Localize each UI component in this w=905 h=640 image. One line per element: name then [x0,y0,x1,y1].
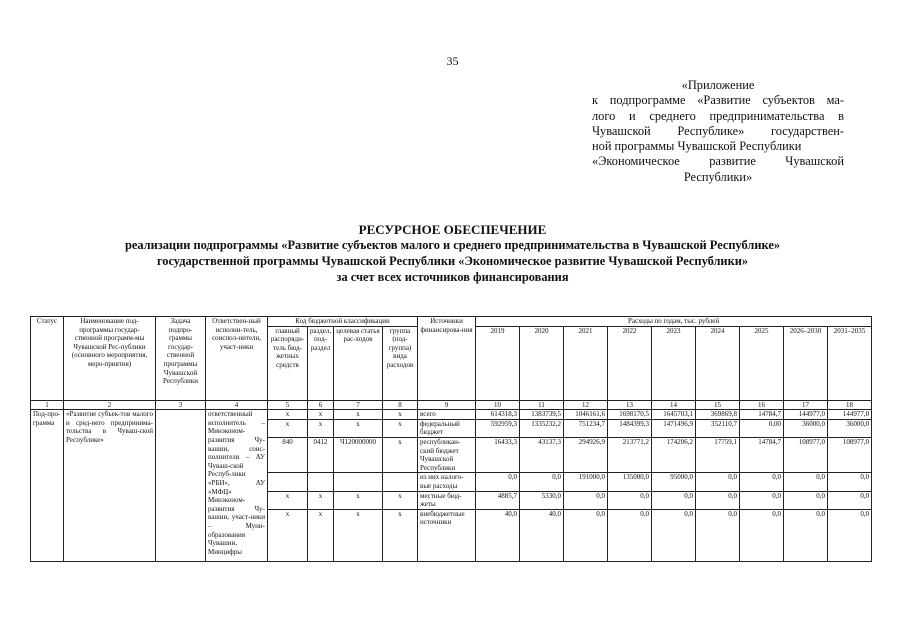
appendix-note [592,78,844,185]
value-cell: 108977,0 [784,437,828,472]
value-cell: 0,0 [828,491,872,509]
header-year: 2026–2030 [784,326,828,400]
value-cell: 5330,0 [520,491,564,509]
value-cell: 16433,3 [476,437,520,472]
appendix-line: «Приложение [681,78,755,92]
value-cell: 144977,0 [828,410,872,420]
status-cell: Под-про-грамма [31,410,64,562]
value-cell: 108977,0 [828,437,872,472]
value-cell: 0,0 [652,491,696,509]
target-item-cell: х [334,509,383,561]
table-row [31,410,872,420]
value-cell: 0,0 [696,491,740,509]
section-cell: х [308,509,334,561]
target-item-cell: х [334,410,383,420]
value-cell: 0,0 [784,491,828,509]
value-cell: 0,00 [740,419,784,437]
header-year: 2023 [652,326,696,400]
header-year: 2020 [520,326,564,400]
main-manager-cell [268,473,308,491]
value-cell: 40,0 [476,509,520,561]
value-cell: 36000,0 [828,419,872,437]
column-number: 13 [608,400,652,410]
value-cell: 0,0 [696,473,740,491]
value-cell: 1484399,3 [608,419,652,437]
value-cell: 0,0 [740,509,784,561]
value-cell: 0,0 [520,473,564,491]
value-cell: 0,0 [696,509,740,561]
column-number: 7 [334,400,383,410]
value-cell: 751234,7 [564,419,608,437]
appendix-line: «Экономическое развитие Чувашской [592,154,844,169]
column-number: 15 [696,400,740,410]
target-item-cell [334,473,383,491]
value-cell: 0,0 [476,473,520,491]
column-number: 18 [828,400,872,410]
source-cell: местные бюд-жеты [418,491,476,509]
value-cell: 0,0 [652,509,696,561]
section-cell [308,473,334,491]
header-name: Наименование под-программы государ-ственной программ-мы Чувашской Рес-публики (основного мероприятия, меро-приятия) [64,317,156,401]
target-item-cell: Ч120000000 [334,437,383,472]
source-cell: внебюджетные источники [418,509,476,561]
column-number: 6 [308,400,334,410]
group-cell: х [383,509,418,561]
column-number: 10 [476,400,520,410]
value-cell: 0,0 [564,491,608,509]
value-cell: 0,0 [608,491,652,509]
header-responsible: Ответствен-ный исполни-тель, соиспол-нители, участ-ники [206,317,268,401]
appendix-line: Чувашской Республике» государствен- [592,123,844,138]
header-year: 2021 [564,326,608,400]
group-cell: х [383,410,418,420]
resource-table [30,316,872,562]
value-cell: 0,0 [828,509,872,561]
header-year: 2019 [476,326,520,400]
document-subtitle: реализации подпрограммы «Развитие субъектов малого и среднего предпринимательства в Чувашской Республике» [124,238,781,252]
page-number: 35 [446,54,459,68]
value-cell: 1335232,2 [520,419,564,437]
value-cell: 0,0 [828,473,872,491]
value-cell: 0,0 [740,491,784,509]
target-item-cell: х [334,419,383,437]
value-cell: 0,0 [784,509,828,561]
section-cell: х [308,410,334,420]
value-cell: 144977,0 [784,410,828,420]
column-number: 1 [31,400,64,410]
header-task: Задача подпро-граммы государ-ственной программы Чувашской Республики [156,317,206,401]
value-cell: 36000,0 [784,419,828,437]
value-cell: 17759,1 [696,437,740,472]
column-number: 9 [418,400,476,410]
column-number: 8 [383,400,418,410]
column-number: 14 [652,400,696,410]
header-budget-code: Код бюджетной классификации [268,317,418,327]
value-cell: 352110,7 [696,419,740,437]
source-cell: республикан-ский бюджет Чувашской Республики [418,437,476,472]
header-year: 2025 [740,326,784,400]
target-item-cell: х [334,491,383,509]
value-cell: 369869,8 [696,410,740,420]
appendix-line: лого и среднего предпринимательства в [592,108,844,123]
group-cell: х [383,437,418,472]
responsible-cell: ответственный исполнитель – Минэконом-развития Чу-вашии, соис-полнители – АУ Чуваш-ской Респуб-лики «РБИ», АУ «МФЦ» Минэконом-развития Чу-вашии, участ-ники – Муни-образования Чувашии, Минцифры [206,410,268,562]
header-sources: Источники финансирова-ния [418,317,476,401]
document-title: РЕСУРСНОЕ ОБЕСПЕЧЕНИЕ [358,222,547,237]
main-manager-cell: х [268,410,308,420]
header-group: группа (под-группа) вида расходов [383,326,418,400]
main-manager-cell: 840 [268,437,308,472]
value-cell: 1046161,6 [564,410,608,420]
main-manager-cell: х [268,491,308,509]
value-cell: 1471496,9 [652,419,696,437]
group-cell: х [383,491,418,509]
task-cell [156,410,206,562]
header-row [31,317,872,327]
value-cell: 0,0 [740,473,784,491]
document-subtitle: государственной программы Чувашской Республики «Экономическое развитие Чувашской Республики» [156,254,749,268]
section-cell: х [308,419,334,437]
group-cell [383,473,418,491]
value-cell: 213771,2 [608,437,652,472]
value-cell: 1698170,5 [608,410,652,420]
header-year: 2031–2035 [828,326,872,400]
value-cell: 0,0 [564,509,608,561]
value-cell: 1383739,5 [520,410,564,420]
value-cell: 1645703,1 [652,410,696,420]
column-number: 17 [784,400,828,410]
header-expenses: Расходы по годам, тыс. рублей [476,317,872,327]
group-cell: х [383,419,418,437]
value-cell: 294926,9 [564,437,608,472]
source-cell: федеральный бюджет [418,419,476,437]
column-number: 12 [564,400,608,410]
header-main-manager: главный распоряди-тель бюд-жетных средств [268,326,308,400]
subprogram-name-cell: «Развитие субъек-тов малого и сред-него предпринима-тельства в Чуваш-ской Республике» [64,410,156,562]
header-status: Статус [31,317,64,401]
header-year: 2024 [696,326,740,400]
column-number: 16 [740,400,784,410]
value-cell: 135000,0 [608,473,652,491]
source-cell: всего [418,410,476,420]
value-cell: 40,0 [520,509,564,561]
value-cell: 0,0 [784,473,828,491]
value-cell: 95000,0 [652,473,696,491]
appendix-line: к подпрограмме «Развитие субъектов ма- [592,93,844,108]
value-cell: 592959,3 [476,419,520,437]
value-cell: 4885,7 [476,491,520,509]
header-year: 2022 [608,326,652,400]
value-cell: 614318,3 [476,410,520,420]
column-number: 5 [268,400,308,410]
section-cell: х [308,491,334,509]
column-number-row [31,400,872,410]
value-cell: 14784,7 [740,437,784,472]
value-cell: 0,0 [608,509,652,561]
value-cell: 191000,0 [564,473,608,491]
value-cell: 14784,7 [740,410,784,420]
source-cell: из них налого-вые расходы [418,473,476,491]
header-section: раздел, под-раздел [308,326,334,400]
value-cell: 174206,2 [652,437,696,472]
appendix-line: ной программы Чувашской Республики [592,139,802,154]
appendix-line: Республики» [683,169,753,184]
column-number: 11 [520,400,564,410]
column-number: 3 [156,400,206,410]
section-cell: 0412 [308,437,334,472]
main-manager-cell: х [268,509,308,561]
value-cell: 43137,3 [520,437,564,472]
document-subtitle: за счет всех источников финансирования [336,270,569,284]
main-manager-cell: х [268,419,308,437]
column-number: 2 [64,400,156,410]
column-number: 4 [206,400,268,410]
header-target-item: целевая статья рас-ходов [334,326,383,400]
